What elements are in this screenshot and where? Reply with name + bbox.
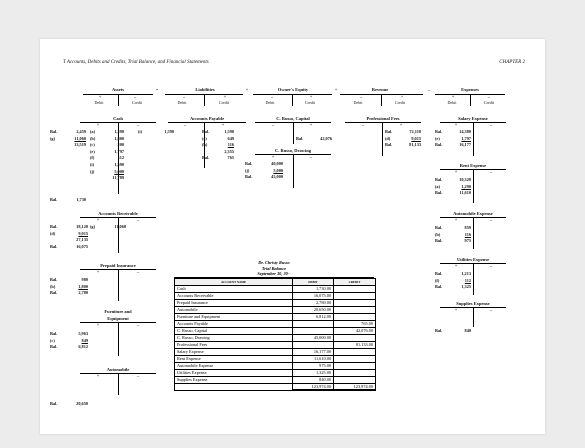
table-row: Furniture and Equipment 6,812.00 xyxy=(175,314,375,321)
trial-balance xyxy=(174,260,374,391)
trial-balance-title: Trial Balance xyxy=(261,265,287,271)
table-row: Automobile Expense 975.00 xyxy=(175,363,375,370)
equation-assets: Assets xyxy=(112,87,124,92)
equation-liabilities: Liabilities xyxy=(195,87,215,92)
equation-expenses: Expenses xyxy=(461,87,479,92)
t-account-supplies-expense: Supplies Expense + – Bal. 840 xyxy=(40,52,545,59)
document-title: T Accounts, Debits and Credits, Trial Balance, and Financial Statements xyxy=(63,60,209,65)
table-row: Prepaid Insurance 2,780.00 xyxy=(175,300,375,307)
equation-owners-equity: Owner's Equity xyxy=(277,87,309,92)
equation-revenue: Revenue xyxy=(371,87,389,92)
table-row: Accounts Receivable 16,075.00 xyxy=(175,293,375,300)
t-account-cash: Cash + – Bal. 2,459 (a) 1,290 (g) 11,060 (b) 1,800 13,519 (c) 200 (e) 1,797 (f) 112 (i) 1,590 (j) 5,000 11,789 Bal. 1,730 xyxy=(40,39,545,46)
equation-operator: + xyxy=(334,87,338,92)
trial-balance-table xyxy=(174,278,376,392)
table-row: C. Russo, Capital 42,076.00 xyxy=(175,328,375,335)
chapter-label: CHAPTER 2 xyxy=(499,60,525,65)
t-account-capital: C. Russo, Capital – + Bal. 42,076 xyxy=(40,46,545,53)
table-row: Utilities Expense 1,325.00 xyxy=(175,370,375,377)
table-row: C. Russo, Drawing 45,000.00 xyxy=(175,335,375,342)
table-row: Rent Expense 11,610.00 xyxy=(175,356,375,363)
equation-operator: = xyxy=(155,87,159,92)
equation-operator: – xyxy=(427,87,431,92)
table-header: ACCOUNT NAME DEBIT CREDIT xyxy=(175,279,375,286)
table-row: Salary Expense 16,177.00 xyxy=(175,349,375,356)
trial-balance-name: Dr. Christy Russo xyxy=(258,260,290,265)
document-page: T Accounts, Debits and Credits, Trial Balance, and Financial Statements CHAPTER 2 Assets = Liabilities + Owner's Equity + Revenue – Expenses + – – + – + – + + – Debit Credit Debit Credit Debit Credit Debit Credit Debit Credit Cash + – Bal. 2,459 (a) 1,290 (g) 11,060 (b) 1,800 13,519 (c) 200 (e) 1,797 (f) 112 (i) 1,590 (j) 5,000 11,789 Bal. 1,730 Accounts Payable – + (i) 1,590 Bal. 1,590 (c) 649 (h) 116 2,355 Bal. 765 C. Russo, Capital – + Bal. 42,076 C. Russo, Drawing + – Bal. 40,000 (j) 5,000 Bal. 45,000 Professional Fees – + Bal. 72,118 (d) 9,015 Bal. 81,133 Salary Expense + – Bal. 14,380 (e) 1,797 Bal. 16,177 Rent Expense + – Bal. 10,320 (a) 1,290 Bal. 11,610 Accounts Receivable + – Bal. 18,120 (g) 11,060 (d) 9,015 27,135 Bal. 16,075 Automobile Expense + – Bal. 859 (h) 116 Bal. 975 Prepaid Insurance + – Bal. 980 (b) 1,800 Bal. 2,780 Utilities Expense + – Bal. 1,213 (f) 112 Bal. 1,325 Furniture and Equipment + – Bal. 5,963 (c) 849 Bal. 6,812 Supplies Expense + – Bal. 840 Automobile + – Bal. 20,650 Dr. Christy Russo Trial Balance September 30, 20-- ACCOUNT NAME DEBIT CREDIT Cash 1,730.00 Accounts Receivable 16,075.00 Prepaid Insurance 2,780.00 Automobile 20,650.00 Furniture and Equipment 6,812.00 Accounts Payable 765.00 C. Russo, Capital 42,076.00 C. Russo, Drawing 45,000.00 Professional Fees 81,133.00 Salary Expense 16,177.00 Rent Expense 11,610.00 Automobile Expense 975.00 Utilities Expense 1,325.00 Supplies Expense 840.00 123,974.00 123,974.00 xyxy=(40,39,545,434)
trial-balance-date: September 30, 20-- xyxy=(174,271,374,278)
table-row: Automobile 20,650.00 xyxy=(175,307,375,314)
table-total-row: 123,974.00 123,974.00 xyxy=(175,384,375,390)
table-row: Accounts Payable 765.00 xyxy=(175,321,375,328)
table-row: Professional Fees 81,133.00 xyxy=(175,342,375,349)
table-row: Cash 1,730.00 xyxy=(175,286,375,293)
equation-operator: + xyxy=(245,87,249,92)
t-account-automobile: Automobile + – Bal. 20,650 xyxy=(40,59,545,66)
table-row: Supplies Expense 840.00 xyxy=(175,377,375,384)
